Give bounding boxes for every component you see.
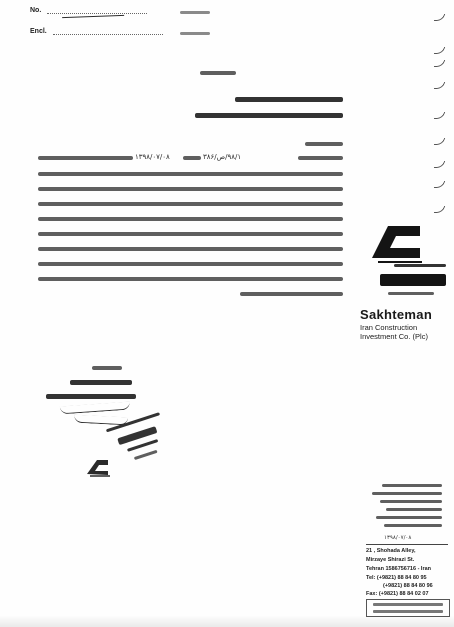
footer-email-line [373,610,443,613]
number-label: No. [30,7,42,14]
body-line [38,172,343,176]
body-line [38,262,343,266]
margin-mark [434,60,446,67]
recipient-line [235,97,343,102]
salutation-line [305,142,343,146]
brand-persian-line [394,264,446,267]
reference-date: ۱۳۹۸/۰۷/۰۸ [135,153,170,161]
address-persian-line [380,500,442,503]
footer-web-line [373,603,443,606]
company-name-line2: Iran Construction [360,323,418,332]
body-line [38,202,343,206]
brand-persian-main [380,274,446,286]
number-handwritten-value [62,7,124,18]
body-line [38,156,133,160]
address-district: Mirzaye Shirazi St. [366,557,415,563]
stamp-text-line [134,450,158,460]
company-logo-icon [368,218,424,264]
body-line [38,277,343,281]
margin-mark [434,82,446,89]
enclosure-label-persian [180,32,210,35]
address-persian-line [376,516,442,519]
margin-mark [434,14,446,21]
signature [60,402,130,415]
enclosure-field [30,28,163,35]
body-line [38,187,343,191]
address-divider [366,544,448,545]
closing-line [92,366,122,370]
enclosure-line [53,34,163,35]
footer-contact-box [366,599,450,617]
address-fax: Fax: (+9821) 88 84 02 07 [366,591,429,597]
body-line [183,156,201,160]
body-line [38,217,343,221]
body-line [38,232,343,236]
margin-mark [434,138,446,145]
signatory-title-line [46,394,136,399]
reference-number: ۹۸/۱/ص/۳۸۶ [203,153,242,161]
enclosure-label: Encl. [30,28,47,35]
company-name-latin: Sakhteman [360,307,433,322]
invocation-line [200,71,236,75]
number-label-persian [180,11,210,14]
address-street: 21 , Shohada Alley, [366,548,416,554]
margin-mark [434,181,446,188]
address-tel1: Tel: (+9821) 88 84 80 95 [366,575,427,581]
body-line [298,156,343,160]
body-line [38,247,343,251]
recipient-title-line [195,113,343,118]
margin-mark [434,161,446,168]
stamp-logo-icon [84,456,112,478]
company-name-line3: Investment Co. (Plc) [360,332,428,341]
margin-mark [434,206,446,213]
brand-persian-line [388,292,434,295]
address-persian-line [372,492,442,495]
margin-mark [434,47,446,54]
address-code-date: ۱۳۹۸/۰۷/۰۸ [384,535,412,541]
address-city: Tehran 1586756716 - Iran [366,566,432,572]
margin-mark [434,112,446,119]
company-name-persian [360,262,450,304]
address-persian-line [386,508,442,511]
address-persian-line [384,524,442,527]
signatory-name-line [70,380,132,385]
address-persian-line [382,484,442,487]
address-tel2: (+9821) 88 84 80 96 [383,583,433,589]
body-line [240,292,343,296]
